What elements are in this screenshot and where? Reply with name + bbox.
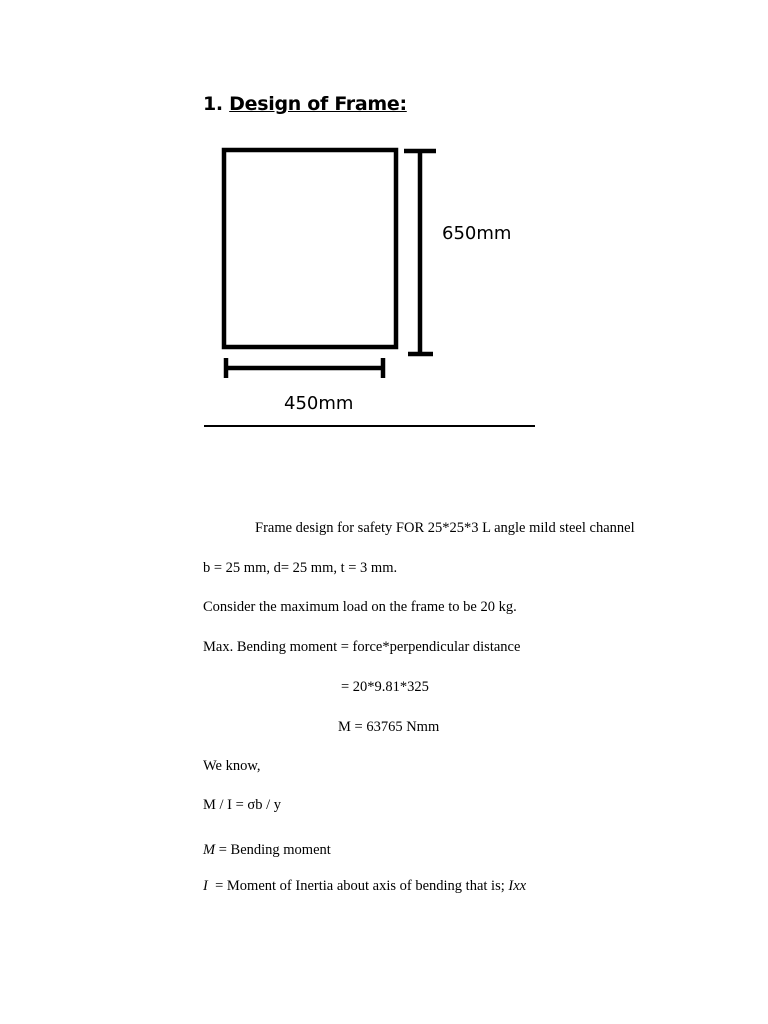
frame-rectangle: [224, 150, 396, 347]
calculation-line: = 20*9.81*325: [341, 679, 429, 695]
i-definition-text: = Moment of Inertia about axis of bending that is;: [207, 878, 509, 894]
result-line: M = 63765 Nmm: [338, 719, 440, 735]
ixx-symbol: Ixx: [508, 878, 527, 894]
height-label: 650mm: [442, 223, 512, 244]
i-definition: [203, 877, 526, 895]
load-line: Consider the maximum load on the frame to be 20 kg.: [203, 599, 517, 615]
we-know-line: We know,: [203, 758, 261, 774]
width-label: 450mm: [284, 393, 354, 414]
intro-paragraph: Frame design for safety FOR 25*25*3 L angle mild steel channel: [255, 520, 635, 536]
separator-rule: [204, 425, 535, 427]
m-symbol: M: [203, 842, 216, 858]
m-definition-text: = Bending moment: [215, 842, 331, 858]
i-symbol: I: [203, 878, 208, 894]
frame-diagram: [0, 0, 768, 440]
dimensions-line: b = 25 mm, d= 25 mm, t = 3 mm.: [203, 560, 398, 576]
flexure-formula: M / I = σb / y: [203, 797, 282, 813]
m-definition: [203, 841, 331, 859]
bending-formula-line: Max. Bending moment = force*perpendicular distance: [203, 639, 521, 655]
section-number: 1.: [203, 93, 223, 115]
section-title: Design of Frame:: [229, 93, 407, 115]
